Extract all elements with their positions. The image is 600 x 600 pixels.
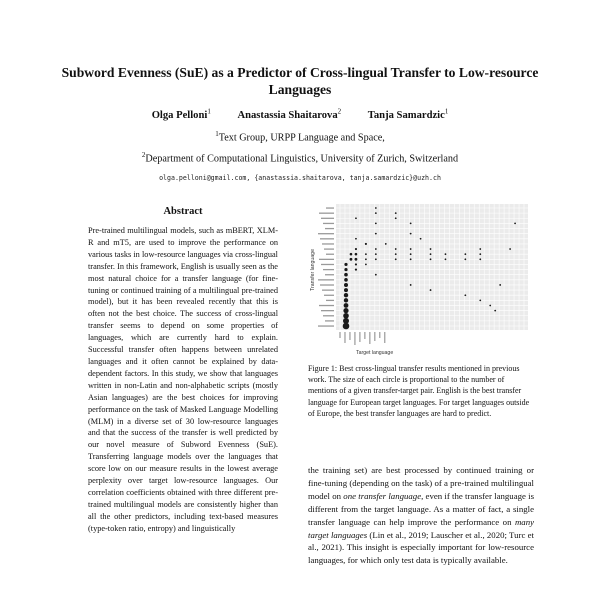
data-point [344, 273, 348, 277]
data-point [479, 253, 481, 255]
data-point [344, 293, 348, 297]
figure-caption: Figure 1: Best cross-lingual transfer results mentioned in previous work. The size of each circle is proportional to the number of mentions of a given transfer-target pair. English is the best transfer language for European target languages. For target languages outside of Europe, the best transfer languages are hard to predict. [308, 364, 530, 418]
figure-1 [306, 200, 532, 356]
y-tick-label [319, 213, 334, 214]
x-tick-label [359, 332, 360, 342]
data-point [375, 207, 377, 209]
x-tick-label [374, 332, 375, 341]
data-point [375, 248, 377, 250]
abstract-body [88, 225, 278, 600]
y-tick-label [322, 289, 334, 290]
y-tick-label [323, 223, 334, 224]
data-point [395, 253, 397, 255]
data-point [375, 253, 377, 255]
data-point [410, 222, 412, 224]
y-tick-label [319, 259, 334, 260]
y-tick-label [324, 295, 334, 296]
abstract-text: Pre-trained multilingual models, such as mBERT, XLM-R and mT5, are used to improve the performance on various tasks in low-resource languages via cross-lingual transfer. In this framework, English is usually seen as the most natural choice for a transfer language (for fine-tuning or continued training of a multilingual pre-trained model), but it has been revealed recently that this is often not the best choice. The success of cross-lingual transfer seems to depend on some properties of languages, which are currently hard to explain. Successful transfer often happens between unrelated languages and it often cannot be explained by data-dependent factors. In this study, we show that languages written in non-Latin and non-alphabetic scripts (mostly Asian languages) are the best choices for improving performance on the task of Masked Language Modelling (MLM) in a diverse set of 30 low-resource languages and that the success of the transfer is well predicted by our novel measure of Subword Evenness (SuE). Transferring language models over the languages that score low on our measure results in the lowest average perplexity over target low-resource languages. Our correlation coefficients obtained with three different pre-trained multilingual models are consistently higher than all the other predictors, including text-based measures (type-token ratio, entropy) and linguistically [88, 226, 278, 533]
data-point [355, 248, 357, 250]
data-point [375, 212, 377, 214]
data-point [420, 238, 422, 240]
data-point [344, 268, 347, 271]
y-tick-label [318, 233, 334, 234]
y-tick-label [325, 320, 334, 321]
data-point [344, 283, 348, 287]
data-point [355, 268, 357, 270]
data-point [445, 258, 447, 260]
data-point [395, 248, 397, 250]
data-point [375, 258, 377, 260]
body-paragraph: the training set) are best processed by continued training or fine-tuning (depending on the task) of a pre-trained multilingual model on one transfer language, even if the transfer language is different from the target language. As a matter of fact, a single transfer language can help improve the performance on many target languages (Lin et al., 2019; Lauscher et al., 2020; Turc et al., 2021). This insight is especially important for low-resource languages, for which only test data is typically available. [308, 465, 534, 566]
data-point [343, 308, 348, 313]
data-point [344, 278, 348, 282]
abstract-heading: Abstract [163, 206, 203, 217]
data-point [344, 263, 347, 266]
y-tick-label [320, 238, 334, 239]
y-tick-label [318, 325, 334, 326]
data-point [375, 222, 377, 224]
data-point [430, 258, 432, 260]
data-point [355, 253, 358, 256]
x-tick-labels [339, 332, 385, 345]
data-point [430, 253, 432, 255]
data-point [514, 222, 516, 224]
author-2: Anastassia Shaitarova$^2$ [237, 107, 342, 121]
data-point [410, 233, 412, 235]
data-point [499, 284, 501, 286]
x-tick-label [354, 332, 355, 345]
data-point [344, 303, 349, 308]
paper-title: Subword Evenness (SuE) as a Predictor of Cross-lingual Transfer to Low-resource Languages [61, 65, 539, 97]
data-point [365, 243, 367, 245]
author-3: Tanja Samardzic$^1$ [367, 107, 449, 121]
x-axis-label: Target language [356, 350, 394, 356]
data-point [489, 305, 491, 307]
data-point [464, 294, 466, 296]
x-tick-label [364, 332, 365, 339]
data-point [395, 217, 397, 219]
data-point [375, 233, 377, 235]
data-point [395, 212, 397, 214]
affiliation-1: $^1$Text Group, URPP Language and Space, [215, 130, 385, 144]
data-point [395, 258, 397, 260]
y-tick-label [325, 228, 334, 229]
y-tick-label [324, 248, 334, 249]
x-tick-label [379, 332, 380, 338]
data-point [355, 238, 357, 240]
y-tick-label [321, 310, 334, 311]
data-point [343, 313, 349, 319]
data-point [365, 258, 367, 260]
y-tick-label [319, 305, 334, 306]
x-tick-label [369, 332, 370, 344]
data-point [445, 253, 447, 255]
data-point [430, 289, 432, 291]
x-tick-label [384, 332, 385, 343]
data-point [410, 248, 412, 250]
y-tick-label [321, 264, 334, 265]
data-point [344, 298, 348, 302]
affiliation-2: $^2$Department of Computational Linguistics, University of Zurich, Switzerland [141, 151, 459, 165]
y-tick-labels [318, 207, 334, 326]
y-tick-label [321, 218, 334, 219]
y-tick-label [323, 315, 334, 316]
y-tick-label [326, 300, 334, 301]
data-point [350, 253, 353, 256]
data-point [344, 288, 348, 292]
x-tick-label [339, 332, 340, 338]
data-point [410, 284, 412, 286]
data-point [385, 243, 387, 245]
data-point [343, 323, 350, 330]
y-tick-label [323, 269, 334, 270]
data-point [355, 263, 357, 265]
author-list [0, 107, 600, 121]
data-point [410, 258, 412, 260]
y-tick-label [318, 279, 334, 280]
y-tick-label [325, 274, 334, 275]
y-tick-label [326, 254, 334, 255]
data-point [350, 258, 353, 261]
data-point [494, 310, 496, 312]
data-point [355, 258, 358, 261]
data-point [365, 264, 367, 266]
data-point [430, 248, 432, 250]
data-point [464, 253, 466, 255]
author-1: Olga Pelloni$^1$ [151, 107, 211, 121]
data-point [479, 299, 481, 301]
data-point [365, 253, 367, 255]
data-point [509, 248, 511, 250]
data-point [410, 253, 412, 255]
y-tick-label [322, 243, 334, 244]
data-point [375, 274, 377, 276]
data-point [355, 217, 357, 219]
figure-1-plot [306, 200, 532, 356]
data-point [464, 258, 466, 260]
author-emails: olga.pelloni@gmail.com, {anastassia.shaitarova, tanja.samardzic}@uzh.ch [159, 174, 441, 182]
data-point [479, 248, 481, 250]
y-tick-label [320, 284, 334, 285]
body-text-right [308, 464, 534, 600]
y-tick-label [326, 207, 334, 208]
x-tick-label [349, 332, 350, 340]
y-axis-label: Transfer language [310, 249, 316, 291]
data-point [479, 258, 481, 260]
x-tick-label [344, 332, 345, 343]
